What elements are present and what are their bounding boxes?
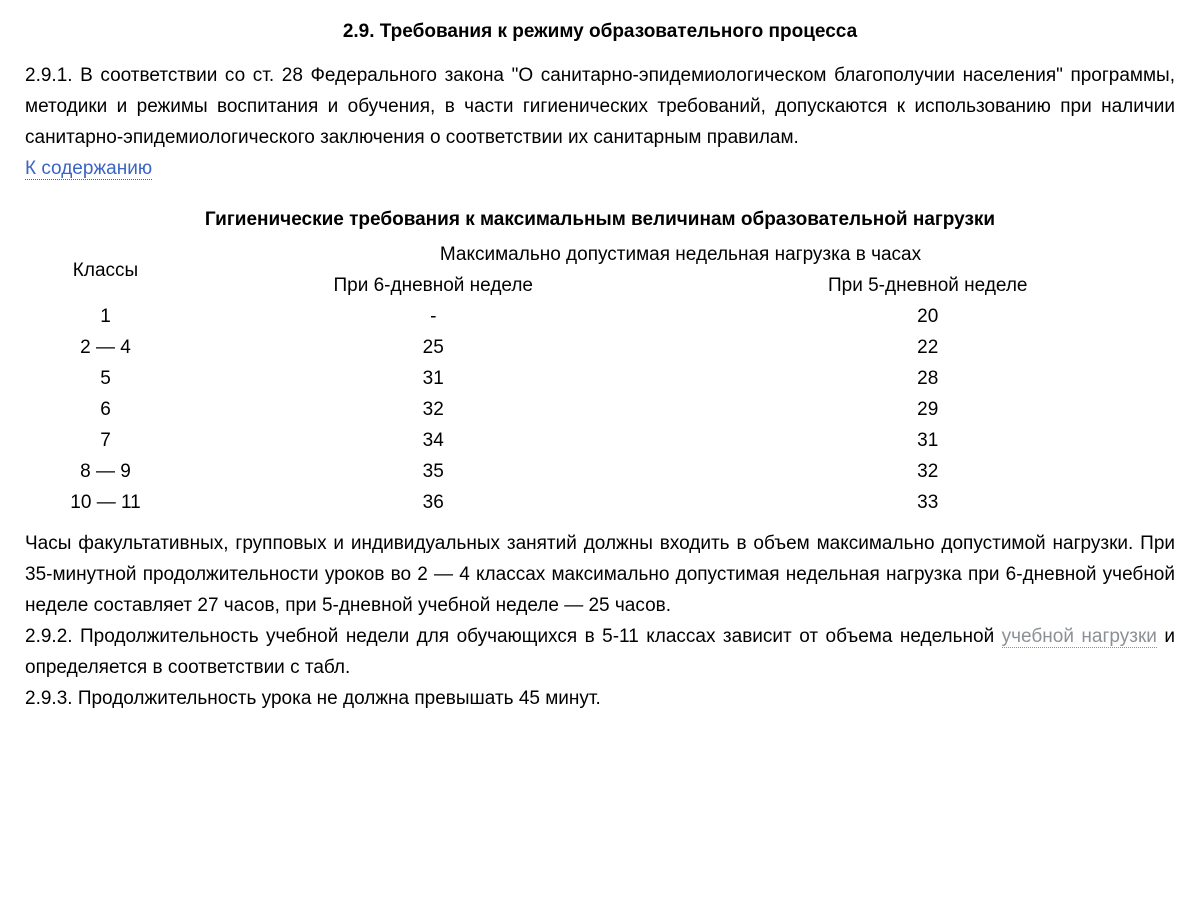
- weekly-load-link[interactable]: учебной нагрузки: [1001, 626, 1157, 647]
- cell-grade: 2 — 4: [80, 337, 131, 358]
- cell-5day: 31: [917, 430, 939, 451]
- cell-6day: -: [430, 306, 437, 327]
- cell-6day: 32: [422, 399, 444, 420]
- paragraph-2-9-1: 2.9.1. В соответствии со ст. 28 Федерального закона "О санитарно-эпидемиологическом благополучии населения" программы, методики и режимы воспитания и обучения, в части гигиенических требований, допускаются к использованию при наличии санитарно-эпидемиологического заключения о соответствии их санитарным правилам.: [25, 65, 1175, 148]
- load-table: [25, 239, 1175, 518]
- cell-5day: 33: [917, 492, 939, 513]
- paragraph-2-9-3: 2.9.3. Продолжительность урока не должна превышать 45 минут.: [25, 688, 601, 709]
- cell-6day: 25: [422, 337, 444, 358]
- cell-6day: 35: [422, 461, 444, 482]
- paragraph-after-table: Часы факультативных, групповых и индивидуальных занятий должны входить в объем максимально допустимой нагрузки. При 35-минутной продолжительности уроков во 2 — 4 классах максимально допустимая недельная нагрузка при 6-дневной учебной неделе составляет 27 часов, при 5-дневной учебной неделе — 25 часов.: [25, 533, 1175, 616]
- cell-5day: 29: [917, 399, 939, 420]
- cell-6day: 36: [422, 492, 444, 513]
- table-row: [25, 425, 1175, 456]
- cell-grade: 5: [100, 368, 111, 389]
- to-contents-line: [25, 153, 1175, 184]
- cell-grade: 10 — 11: [70, 492, 141, 513]
- table-header-row-group: [25, 239, 1175, 270]
- cell-5day: 22: [917, 337, 939, 358]
- paragraph-2-9-2-text-after: и определяется в соответствии с табл.: [25, 626, 1175, 678]
- cell-grade: 7: [100, 430, 111, 451]
- col-header-6day: При 6-дневной неделе: [333, 275, 534, 296]
- cell-5day: 32: [917, 461, 939, 482]
- cell-6day: 31: [422, 368, 444, 389]
- cell-6day: 34: [422, 430, 444, 451]
- paragraph-2-9-2: [25, 621, 1175, 683]
- col-header-5day: При 5-дневной неделе: [827, 275, 1028, 296]
- col-header-classes: Классы: [72, 259, 139, 281]
- table-row: [25, 456, 1175, 487]
- table-row: [25, 363, 1175, 394]
- cell-5day: 20: [917, 306, 939, 327]
- cell-grade: 6: [100, 399, 111, 420]
- table-row: [25, 487, 1175, 518]
- section-title: 2.9. Требования к режиму образовательного процесса: [342, 21, 858, 42]
- table-row: [25, 332, 1175, 363]
- table-row: [25, 301, 1175, 332]
- to-contents-link[interactable]: К содержанию: [25, 158, 153, 179]
- cell-grade: 8 — 9: [80, 461, 131, 482]
- cell-5day: 28: [917, 368, 939, 389]
- cell-grade: 1: [100, 306, 111, 327]
- col-header-group: Максимально допустимая недельная нагрузка в часах: [439, 244, 922, 265]
- table-row: [25, 394, 1175, 425]
- paragraph-2-9-2-text-before: 2.9.2. Продолжительность учебной недели для обучающихся в 5-11 классах зависит от объема недельной: [25, 626, 1002, 647]
- table-title: Гигиенические требования к максимальным величинам образовательной нагрузки: [204, 209, 996, 230]
- table-header-row-sub: [25, 270, 1175, 301]
